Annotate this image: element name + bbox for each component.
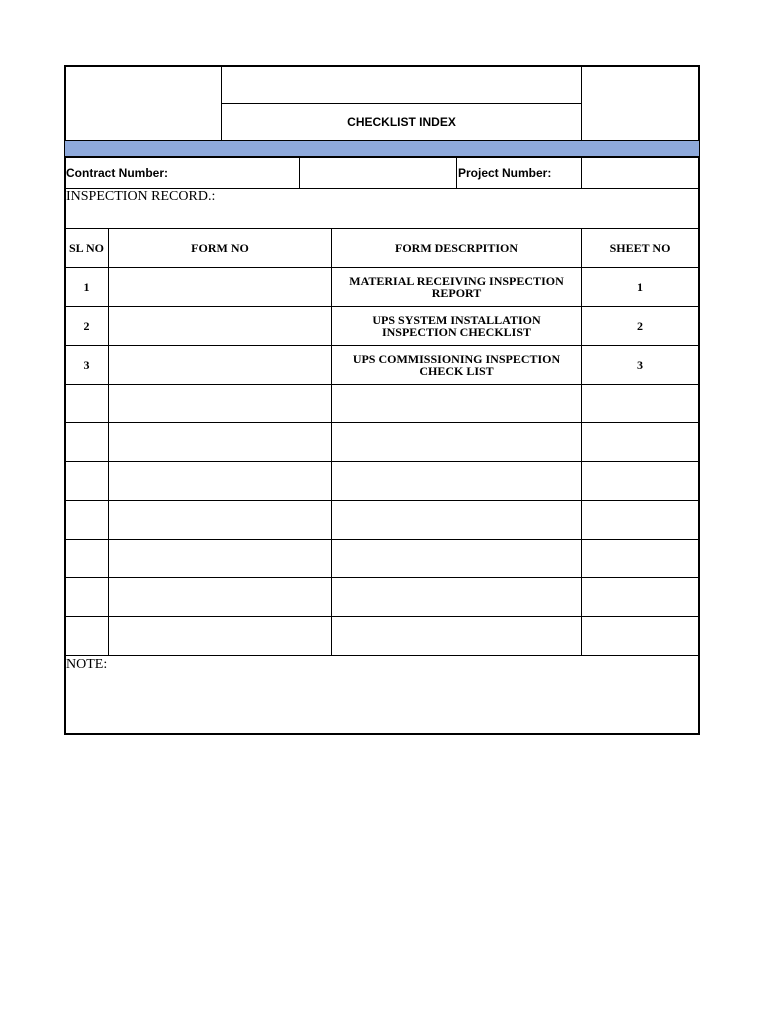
row-sl-no xyxy=(65,385,108,423)
project-label-divider xyxy=(456,157,457,188)
checklist-index-sheet xyxy=(64,65,700,735)
row-sheet-no xyxy=(582,501,698,539)
table-row xyxy=(64,462,700,500)
project-number-field[interactable] xyxy=(582,158,698,188)
row-description xyxy=(334,462,579,500)
row-form-no xyxy=(109,578,331,616)
row-sheet-no xyxy=(582,423,698,461)
row-description: UPS COMMISSIONING INSPECTION CHECK LIST xyxy=(352,352,561,378)
row-description xyxy=(334,501,579,539)
table-row xyxy=(64,578,700,616)
row-form-no xyxy=(109,423,331,461)
table-row xyxy=(64,423,700,461)
row-description xyxy=(334,617,579,655)
row-sl-no xyxy=(65,578,108,616)
row-form-no xyxy=(109,307,331,345)
row-form-no xyxy=(109,617,331,655)
table-row xyxy=(64,617,700,655)
table-bottom-line xyxy=(64,655,700,656)
column-header-sheet-no: SHEET NO xyxy=(609,241,671,255)
row-description xyxy=(334,423,579,461)
row-sheet-no: 3 xyxy=(637,358,643,372)
inspection-record-label: INSPECTION RECORD.: xyxy=(66,189,216,204)
table-row xyxy=(64,307,700,345)
contract-number-field[interactable] xyxy=(300,158,456,188)
table-row xyxy=(64,540,700,578)
row-form-no xyxy=(109,540,331,578)
table-row xyxy=(64,346,700,384)
table-row xyxy=(64,268,700,306)
row-sheet-no xyxy=(582,540,698,578)
row-sheet-no: 2 xyxy=(637,319,643,333)
row-description xyxy=(334,540,579,578)
blue-band xyxy=(65,141,699,156)
project-number-label: Project Number: xyxy=(458,166,552,180)
row-form-no xyxy=(109,385,331,423)
table-row xyxy=(64,501,700,539)
row-sheet-no xyxy=(582,578,698,616)
row-form-no xyxy=(109,501,331,539)
row-sl-no: 1 xyxy=(83,280,90,294)
row-sheet-no xyxy=(582,617,698,655)
column-header-sl-no: SL NO xyxy=(68,241,104,255)
row-sheet-no xyxy=(582,462,698,500)
row-sl-no xyxy=(65,501,108,539)
row-description: MATERIAL RECEIVING INSPECTION REPORT xyxy=(349,274,564,300)
row-sheet-no xyxy=(582,385,698,423)
row-sl-no: 3 xyxy=(83,358,90,372)
contract-number-label: Contract Number: xyxy=(66,166,169,180)
row-sheet-no: 1 xyxy=(637,280,643,294)
row-form-no xyxy=(109,268,331,306)
row-form-no xyxy=(109,462,331,500)
row-description xyxy=(334,578,579,616)
column-header-form-no: FORM NO xyxy=(191,241,249,255)
row-sl-no xyxy=(65,423,108,461)
column-header-form-description: FORM DESCRPITION xyxy=(394,241,518,255)
table-row xyxy=(64,385,700,423)
row-sl-no xyxy=(65,462,108,500)
row-sl-no xyxy=(65,540,108,578)
row-description: UPS SYSTEM INSTALLATION INSPECTION CHECKLIST xyxy=(372,313,541,339)
note-label: NOTE: xyxy=(66,657,108,672)
page-title: CHECKLIST INDEX xyxy=(347,115,456,129)
row-sl-no: 2 xyxy=(83,319,90,333)
row-description xyxy=(334,385,579,423)
row-sl-no xyxy=(65,617,108,655)
row-form-no xyxy=(109,346,331,384)
